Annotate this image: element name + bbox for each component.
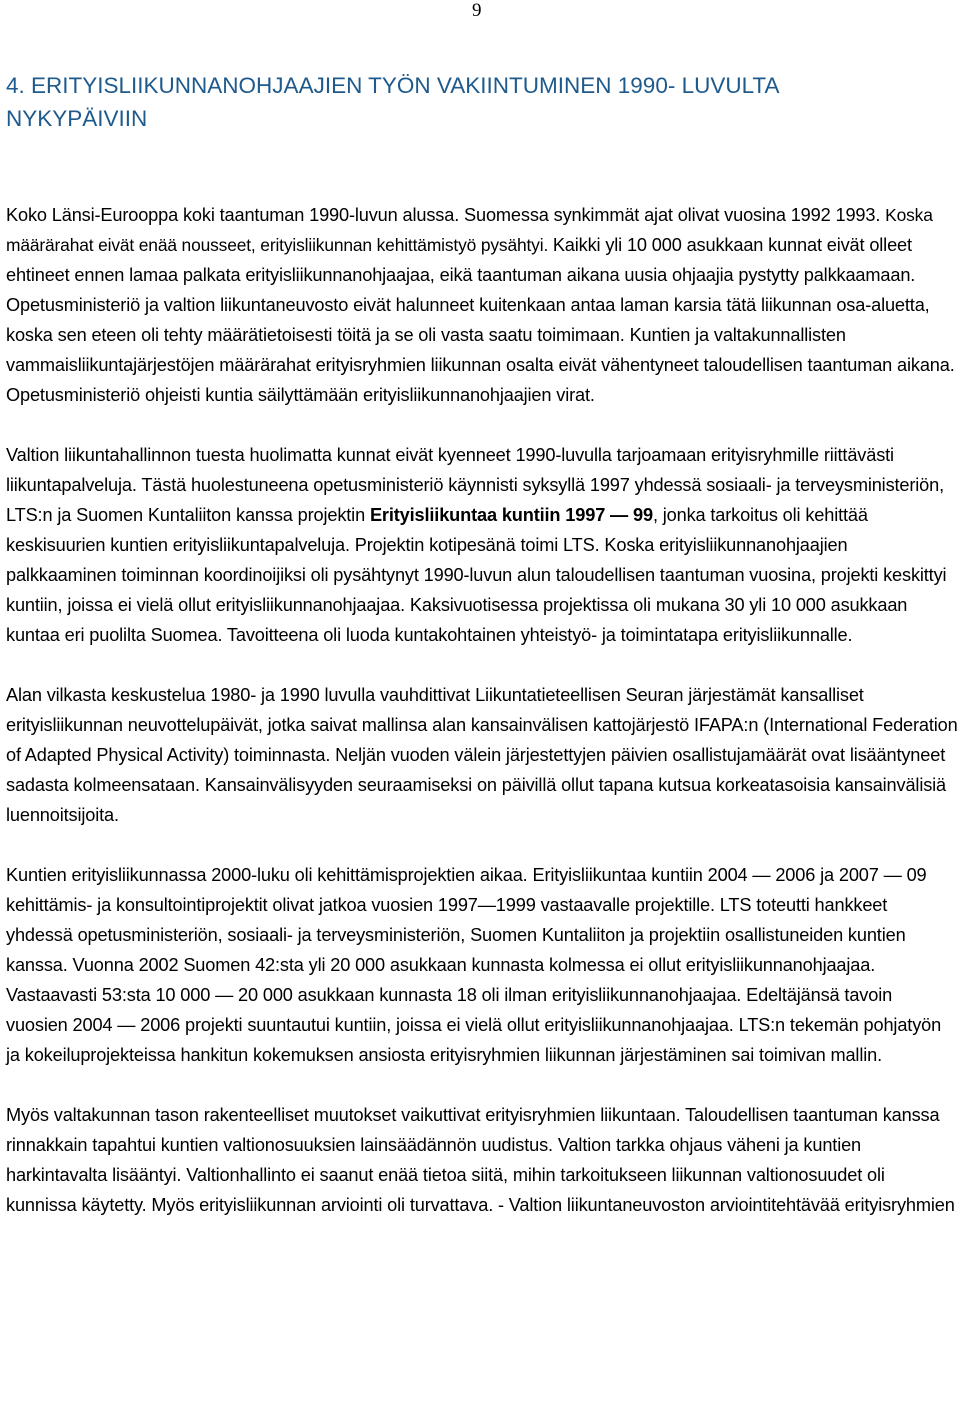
paragraph-5: Myös valtakunnan tason rakenteelliset muutokset vaikuttivat erityisryhmien liikuntaan. Taloudellisen taantuman kanssa rinnakkain tapahtui kuntien valtionosuuksien lainsäädännön uudistus. Valtion tarkka ohjaus väheni ja kuntien harkintavalta lisääntyi. Valtionhallinto ei saanut enää tietoa siitä, mihin tarkoitukseen liikunnan valtionosuudet oli kunnissa käytetty. Myös erityisliikunnan arviointi oli turvattava. - Valtion liikuntaneuvoston arviointitehtävää erityisryhmien [6,1105,955,1215]
paragraph-3: Alan vilkasta keskustelua 1980- ja 1990 luvulla vauhdittivat Liikuntatieteellisen Seuran järjestämät kansalliset erityisliikunnan neuvottelupäivät, jotka saivat mallinsa alan kansainvälisen kattojärjestö IFAPA:n (International Federation of Adapted Physical Activity) toiminnasta. Neljän vuoden välein järjestettyjen päivien osallistujamäärät ovat lisääntyneet sadasta kolmeensataan. Kansainvälisyyden seuraamiseksi on päivillä ollut tapana kutsua korkeatasoisia kansainvälisiä luennoitsijoita. [6,685,958,825]
paragraph-1-part-c: Kaikki yli 10 000 asukkaan kunnat eivät olleet ehtineet ennen lamaa palkata erityisliikunnanohjaajaa, eikä taantuman aikana uusia ohjaajia pystytty palkkaamaan. Opetusministeriö ja valtion liikuntaneuvosto eivät halunneet kuitenkaan antaa laman karsia tätä liikunnan osa-aluetta, koska sen eteen oli tehty määrätietoisesti töitä ja se oli vasta saatu toimimaan. Kuntien ja valtakunnallisten vammaisliikuntajärjestöjen määrärahat erityisryhmien liikunnan osalta eivät vähentyneet taloudellisen taantuman aikana. Opetusministeriö ohjeisti kuntia säilyttämään erityisliikunnanohjaajien virat. [6,235,955,405]
project-name-bold: Erityisliikuntaa kuntiin 1997 — 99 [369,505,653,525]
paragraph-1 [6,200,958,410]
paragraph-1-part-a: Koko Länsi-Eurooppa koki taantuman 1990-luvun alussa. Suomessa synkimmät ajat olivat vuosina 1992 1993. [6,205,886,225]
page-number: 9 [472,0,482,21]
paragraph-2 [6,440,958,650]
paragraph-1-part-b: Koska määrärahat eivät enää nousseet, erityisliikunnan kehittämistyö pysähtyi. [6,205,933,255]
body-text [6,200,958,1250]
section-heading: 4. ERITYISLIIKUNNANOHJAAJIEN TYÖN VAKIINTUMINEN 1990- LUVULTA NYKYPÄIVIIN [6,73,779,131]
paragraph-2-before: Valtion liikuntahallinnon tuesta huolimatta kunnat eivät kyenneet 1990-luvulla tarjoamaan erityisryhmille riittävästi liikuntapalveluja. Tästä huolestuneena opetusministeriö käynnisti syksyllä 1997 yhdessä sosiaali- ja terveysministeriön, LTS:n ja Suomen Kuntaliiton kanssa projektin [6,445,945,525]
paragraph-2-after: , jonka tarkoitus oli kehittää keskisuurien kuntien erityisliikuntapalveluja. Projektin kotipesänä toimi LTS. Koska erityisliikunnanohjaajien palkkaaminen toiminnan koordinoijiksi oli pysähtynyt 1990-luvun alun taloudellisen taantuman vuosina, projekti keskittyi kuntiin, joissa ei vielä ollut erityisliikunnanohjaajaa. Kaksivuotisessa projektissa oli mukana 30 yli 10 000 asukkaan kuntaa eri puolilta Suomea. Tavoitteena oli luoda kuntakohtainen yhteistyö- ja toimintatapa erityisliikunnalle. [6,505,947,645]
paragraph-4: Kuntien erityisliikunnassa 2000-luku oli kehittämisprojektien aikaa. Erityisliikuntaa kuntiin 2004 — 2006 ja 2007 — 09 kehittämis- ja konsultointiprojektit olivat jatkoa vuosien 1997—1999 vastaavalle projektille. LTS toteutti hankkeet yhdessä opetusministeriön, sosiaali- ja terveysministeriön, Suomen Kuntaliiton ja projektiin osallistuneiden kuntien kanssa. Vuonna 2002 Suomen 42:sta yli 20 000 asukkaan kunnasta kolmessa ei ollut erityisliikunnanohjaajaa. Vastaavasti 53:sta 10 000 — 20 000 asukkaan kunnasta 18 oli ilman erityisliikunnanohjaajaa. Edeltäjänsä tavoin vuosien 2004 — 2006 projekti suuntautui kuntiin, joissa ei vielä ollut erityisliikunnanohjaajaa. LTS:n tekemän pohjatyön ja kokeiluprojekteissa hankitun kokemuksen ansiosta erityisryhmien liikunnan järjestäminen sai toimivan mallin. [6,865,942,1065]
